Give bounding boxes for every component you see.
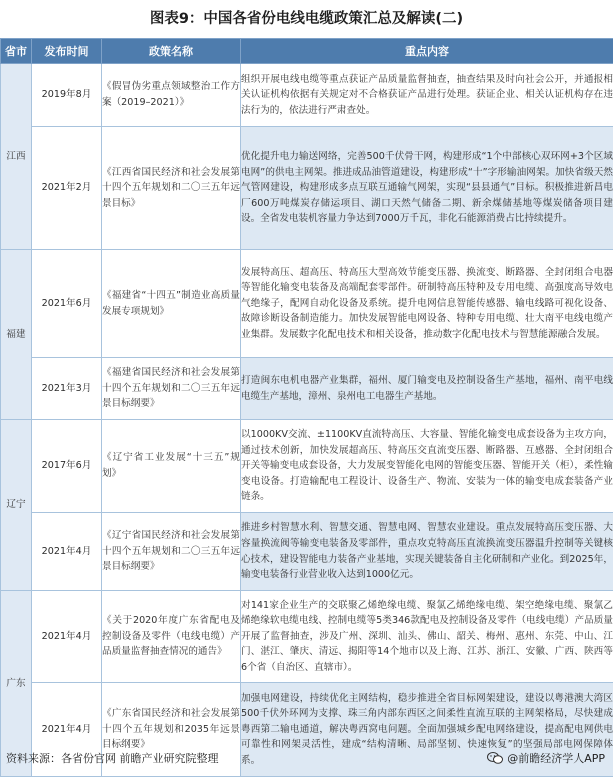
province-cell: 广东: [1, 591, 32, 777]
policy-name-text: 《福建省国民经济和社会发展第十四个五年规划和二〇三五年远景目标纲要》: [102, 365, 240, 412]
content-cell: 以1000KV交流、±1100KV直流特高压、大容量、智能化输变电成套设备为主攻方向，通过技术创新，加快发展超高压、特高压交直流变压器、断路器、互感器、全封闭组合开关等输变电成套设备，大力发展变智能化电网的智能变压器、智能开关（柜），柔性输变电设备。打造输配电工程设计、设备生产、物流、安装为一体的输变电成套装备产业链条。: [241, 420, 613, 513]
content-cell: 推进乡村智慧水利、智慧交通、智慧电网、智慧农业建设。重点发展特高压变压器、大容量换流阀等输变电装备及零部件，重点攻克特高压直流换流变压器温升控制等关键核心技术，建设智能电力装备产业基地，实现关键装备自主化研制和产业化。到2025年，输变电装备行业营业收入达到1000亿元。: [241, 513, 613, 591]
policy-name-text: 《江西省国民经济和社会发展第十四个五年规划和二〇三五年远景目标》: [102, 165, 240, 212]
policy-name-cell: [102, 127, 241, 250]
table-row: [1, 513, 613, 591]
time-cell: 2019年8月: [32, 64, 102, 127]
content-cell: 打造闽东电机电器产业集群，福州、厦门输变电及控制设备生产基地，福州、南平电线电缆生产基地，漳州、泉州电工电器生产基地。: [241, 358, 613, 420]
source-note: 资料来源：各省份官网 前瞻产业研究院整理: [6, 750, 219, 766]
table-row: [1, 127, 613, 250]
time-cell: 2021年4月: [32, 683, 102, 777]
table-row: [1, 591, 613, 683]
time-cell: 2021年4月: [32, 591, 102, 683]
header-policy-name: 政策名称: [102, 39, 241, 64]
policy-name-text: 《福建省“十四五”制造业高质量发展专项规划》: [102, 288, 240, 319]
table-row: [1, 358, 613, 420]
province-cell: 辽宁: [1, 420, 32, 591]
content-cell: 组织开展电线电缆等重点获证产品质量监督抽查，抽查结果及时向社会公开，并通报相关认证机构依据有关规定对不合格获证产品进行处理。获证企业、相关认证机构存在违法行为的，依法进行严肃查处。: [241, 64, 613, 127]
content-cell: 加强电网建设，持续优化主网结构，稳步推进全省目标网架建设，建设以粤港澳大湾区500千伏外环网为支撑、珠三角内部东西区之间柔性直流互联的主网架格局，尽快建成粤西第二输电通道，解决粤西窝电问题。全面加强城乡配电网络建设，提高配电网供电可靠性和网架灵活性，建成“结构清晰、局部坚韧、快速恢复”的坚强局部电网保障体系。: [241, 683, 613, 777]
wechat-icon: [487, 752, 503, 764]
header-province: 省市: [1, 39, 32, 64]
policy-table: [0, 38, 613, 777]
policy-name-cell: [102, 358, 241, 420]
policy-name-cell: [102, 513, 241, 591]
policy-name-text: 《假冒伪劣重点领域整治工作方案（2019–2021）》: [102, 79, 240, 110]
header-time: 发布时间: [32, 39, 102, 64]
policy-name-cell: [102, 591, 241, 683]
province-cell: 江西: [1, 64, 32, 250]
content-cell: 发展特高压、超高压、特高压大型高效节能变压器、换流变、断路器、全封闭组合电器等智能化输变电装备及高端配套零部件。研制特高压特种及专用电缆、高强度高导效电气绝缘子，配网自动化设备及系统。提升电网信息智能传感器、输电线路可视化设备、故障诊断设备制造能力。加快发展智能电网设备、特种专用电缆、壮大南平电线电缆产业集群。发展数字化配电技术和相关设备，推动数字化配电技术与智慧能源融合发展。: [241, 250, 613, 358]
chart-title: 图表9：中国各省份电线电缆政策汇总及解读(二): [0, 0, 613, 38]
brand-text: @前瞻经济学人APP: [507, 750, 605, 766]
time-cell: 2021年3月: [32, 358, 102, 420]
content-cell: 优化提升电力输送网络，完善500千伏骨干网，构建形成“1个中部核心双环网+3个区域电网”的供电主网架。推进成品油管道建设，构建形成“十”字形输油网架。加快省级天然气管网建设，构建形成多点互联互通输气网架，实现“县县通气”目标。积极推进新昌电厂600万吨煤炭存储运项目、湖口天然气储备二期、新余煤储基地等煤炭储备项目建设。全省发电装机容量力争达到7000万千瓦，非化石能源消费占比持续提升。: [241, 127, 613, 250]
time-cell: 2021年6月: [32, 250, 102, 358]
time-cell: 2017年6月: [32, 420, 102, 513]
brand-credit: [487, 750, 605, 766]
province-cell: 福建: [1, 250, 32, 420]
policy-name-cell: [102, 250, 241, 358]
policy-name-text: 《辽宁省国民经济和社会发展第十四个五年规划和二〇三五年远景目标纲要》: [102, 528, 240, 575]
policy-name-text: 《关于2020年度广东省配电及控制设备及零件（电线电缆）产品质量监督抽查情况的通告》: [102, 613, 240, 660]
content-cell: 对141家企业生产的交联聚乙烯绝缘电缆、聚氯乙烯绝缘电缆、架空绝缘电缆、聚氯乙烯绝缘软电缆电线、控制电缆等5类346款配电及控制设备及零件（电线电缆）产品质量开展了监督抽查，涉及广州、深圳、汕头、佛山、韶关、梅州、惠州、东莞、中山、江门、湛江、肇庆、清远、揭阳等14个地市以及上海、江苏、浙江、安徽、广西、陕西等6个省（自治区、直辖市）。: [241, 591, 613, 683]
footer: [0, 740, 613, 774]
time-cell: 2021年4月: [32, 513, 102, 591]
table-row: [1, 64, 613, 127]
time-cell: 2021年2月: [32, 127, 102, 250]
policy-name-cell: [102, 420, 241, 513]
table-header-row: [1, 39, 613, 64]
table-row: [1, 420, 613, 513]
header-key-content: 重点内容: [241, 39, 613, 64]
policy-name-text: 《辽宁省工业发展“十三五”规划》: [102, 450, 240, 481]
policy-name-cell: [102, 64, 241, 127]
policy-name-text: 《广东省国民经济和社会发展第十四个五年规划和2035年远景目标纲要》: [102, 706, 240, 753]
table-row: [1, 250, 613, 358]
